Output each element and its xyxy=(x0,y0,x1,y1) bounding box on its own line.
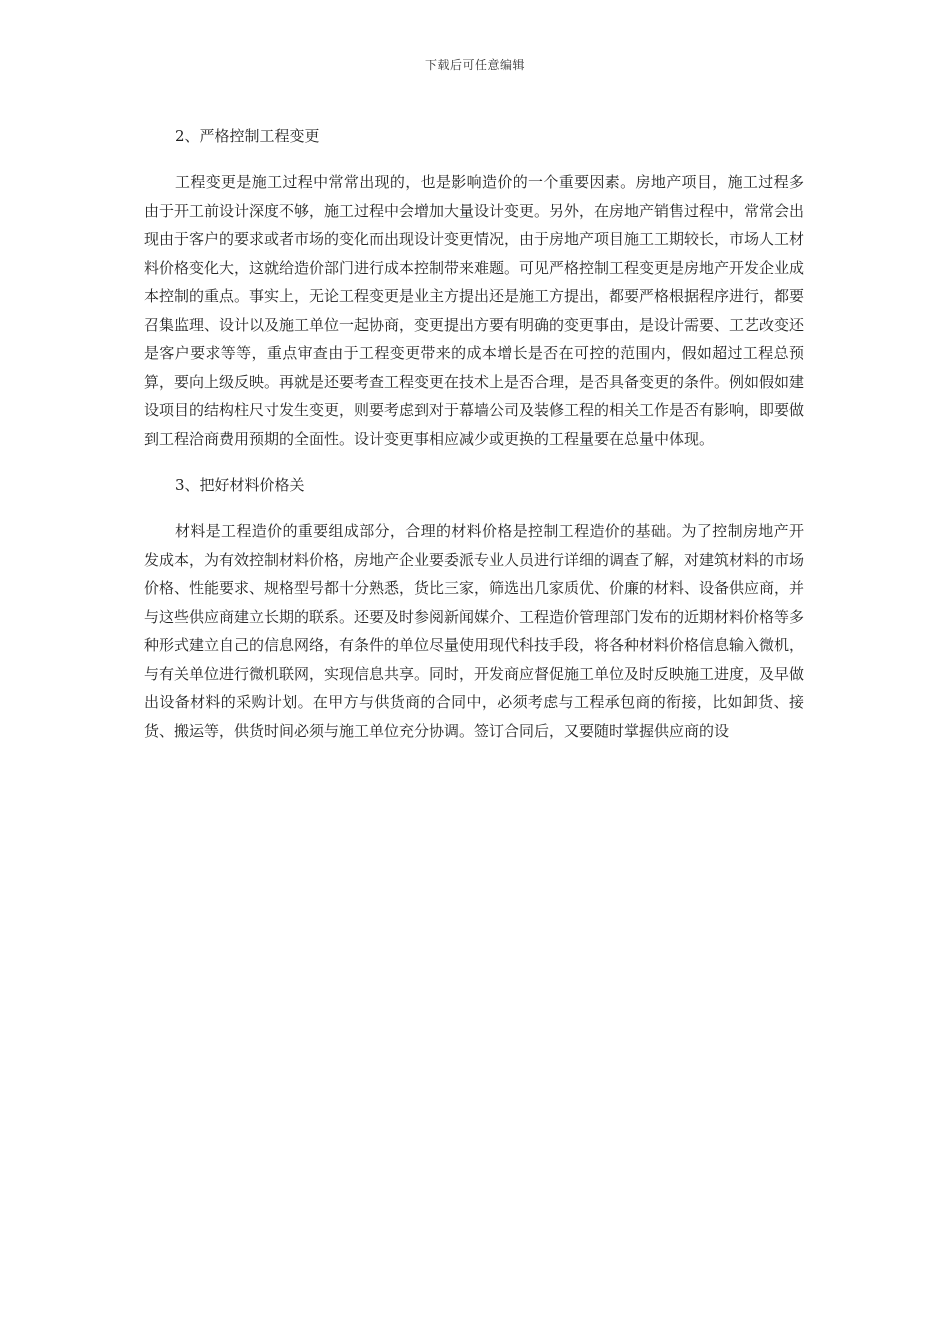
section-paragraph-cost-change: 工程变更是施工过程中常常出现的，也是影响造价的一个重要因素。房地产项目，施工过程多由于开工前设计深度不够，施工过程中会增加大量设计变更。另外，在房地产销售过程中，常常会出现由于客户的要求或者市场的变化而出现设计变更情况，由于房地产项目施工工期较长，市场人工材料价格变化大，这就给造价部门进行成本控制带来难题。可见严格控制工程变更是房地产开发企业成本控制的重点。事实上，无论工程变更是业主方提出还是施工方提出，都要严格根据程序进行，都要召集监理、设计以及施工单位一起协商，变更提出方要有明确的变更事由，是设计需要、工艺改变还是客户要求等等，重点审查由于工程变更带来的成本增长是否在可控的范围内，假如超过工程总预算，要向上级反映。再就是还要考查工程变更在技术上是否合理，是否具备变更的条件。例如假如建设项目的结构柱尺寸发生变更，则要考虑到对于幕墙公司及装修工程的相关工作是否有影响，即要做到工程洽商费用预期的全面性。设计变更事相应减少或更换的工程量要在总量中体现。 xyxy=(144,173,805,448)
document-body xyxy=(144,122,804,763)
section-paragraph-material-price: 材料是工程造价的重要组成部分，合理的材料价格是控制工程造价的基础。为了控制房地产开发成本，为有效控制材料价格，房地产企业要委派专业人员进行详细的调查了解，对建筑材料的市场价格、性能要求、规格型号都十分熟悉，货比三家，筛选出几家质优、价廉的材料、设备供应商，并与这些供应商建立长期的联系。还要及时参阅新闻媒介、工程造价管理部门发布的近期材料价格等多种形式建立自己的信息网络，有条件的单位尽量使用现代科技手段，将各种材料价格信息输入微机，与有关单位进行微机联网，实现信息共享。同时，开发商应督促施工单位及时反映施工进度，及早做出设备材料的采购计划。在甲方与供货商的合同中，必须考虑与工程承包商的衔接，比如卸货、接货、搬运等，供货时间必须与施工单位充分协调。签订合同后，又要随时掌握供应商的设 xyxy=(144,522,805,740)
page-header: 下载后可任意编辑 xyxy=(424,58,525,72)
section-heading-cost-change: 2、严格控制工程变更 xyxy=(175,127,320,145)
section-heading-material-price: 3、把好材料价格关 xyxy=(175,476,305,494)
